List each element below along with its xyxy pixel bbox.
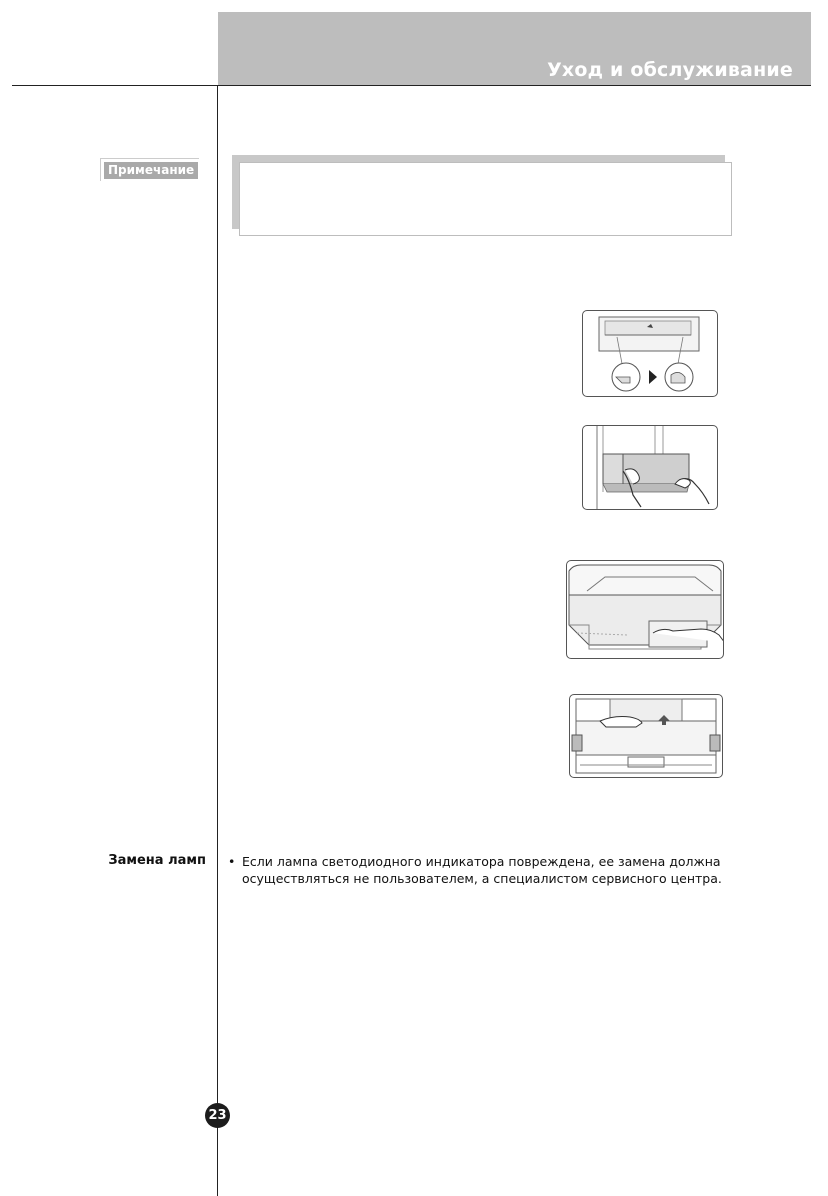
page-number: 23 — [205, 1103, 230, 1128]
top-rule — [12, 85, 811, 86]
header-band — [218, 12, 811, 85]
note-label: Примечание — [104, 162, 198, 179]
illustration-drawer-box — [566, 560, 724, 659]
illustration-lamp-cover — [569, 694, 723, 778]
note-box-shadow-top — [232, 155, 725, 162]
section-title: Уход и обслуживание — [547, 59, 793, 81]
note-box-shadow-left — [232, 155, 239, 229]
note-box — [239, 162, 732, 236]
lamp-section-heading: Замена ламп — [108, 853, 206, 868]
lamp-note-bullet — [228, 853, 748, 887]
vertical-rule — [217, 85, 218, 1196]
bullet-symbol: • — [228, 854, 236, 869]
lamp-note-text: Если лампа светодиодного индикатора повреждена, ее замена должна осуществляться не пользователем, а специалистом сервисного центра. — [242, 854, 722, 886]
illustration-shelf-release — [582, 310, 718, 397]
illustration-drawer-removal — [582, 425, 718, 510]
